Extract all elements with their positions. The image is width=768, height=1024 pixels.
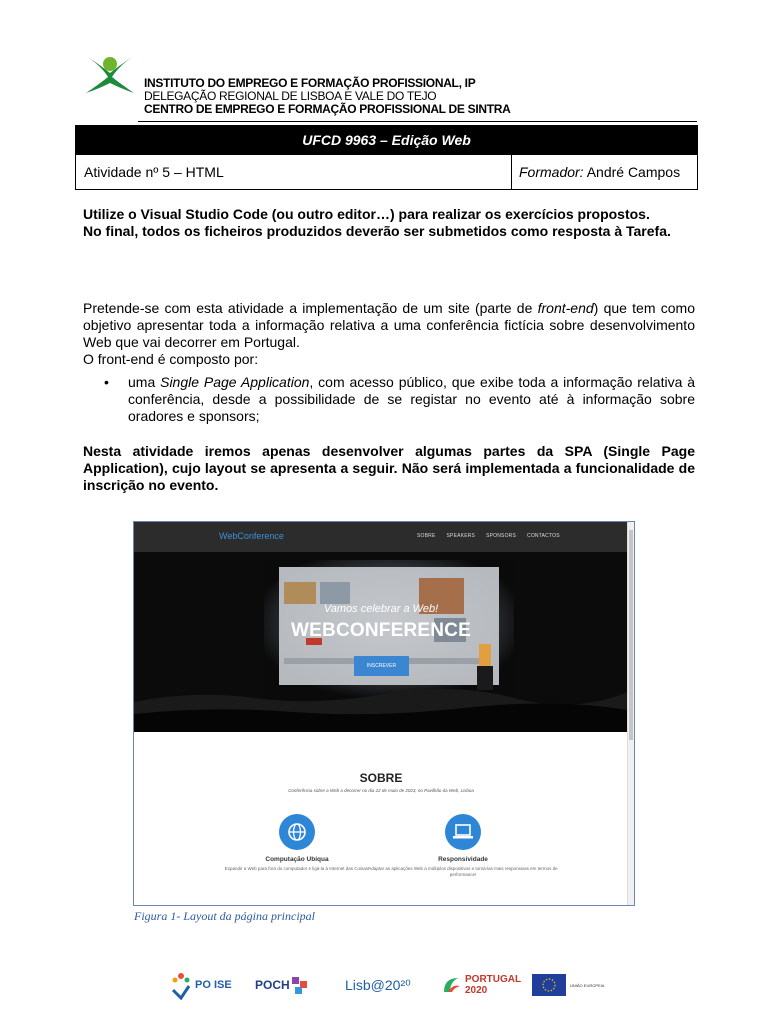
- feature-text: Adaptar as aplicações Web a múltiplos dispositivos e torná-las mais responsivas em termos de performance!: [368, 866, 558, 877]
- org-line-2: DELEGAÇÃO REGIONAL DE LISBOA E VALE DO TEJO: [144, 89, 437, 103]
- trainer-cell: [512, 155, 697, 189]
- course-title: UFCD 9963 – Edição Web: [76, 126, 697, 154]
- poise-label: PO ISE: [195, 979, 232, 991]
- activity-note: Nesta atividade iremos apenas desenvolver algumas partes da SPA (Single Page Application), cujo layout se apresenta a seguir. Não será implementada a funcionalidade de inscrição no evento.: [83, 443, 695, 493]
- nav-link: SOBRE: [417, 533, 436, 539]
- lisboa2020-label: Lisb@20²⁰: [345, 976, 411, 993]
- site-navbar: [134, 522, 628, 552]
- org-line-3: CENTRO DE EMPREGO E FORMAÇÃO PROFISSIONAL DE SINTRA: [144, 102, 511, 116]
- poise-logo: [170, 965, 232, 1005]
- org-line-1: INSTITUTO DO EMPREGO E FORMAÇÃO PROFISSIONAL, IP: [144, 76, 476, 90]
- bullet-emphasis: Single Page Application: [160, 374, 310, 390]
- nav-link: SPONSORS: [486, 533, 517, 539]
- site-nav-links: [417, 533, 560, 539]
- bullet-text: [128, 374, 695, 425]
- activity-cell: Atividade nº 5 – HTML: [76, 155, 512, 189]
- laptop-icon: [445, 814, 481, 850]
- iefp-logo: [84, 55, 136, 97]
- intro-text: [83, 300, 695, 351]
- feature-title: Responsividade: [438, 856, 488, 863]
- nav-link: CONTACTOS: [527, 533, 560, 539]
- globe-icon: [279, 814, 315, 850]
- lisboa2020-logo: [345, 965, 411, 1005]
- intro-part-1: Pretende-se com esta atividade a implementação de um site (parte de: [83, 300, 538, 316]
- funding-logos: [160, 965, 620, 1005]
- layout-screenshot: [133, 521, 635, 906]
- feature-text: Expandir a Web para fora do computador e ligá-la à Internet das Coisas!: [224, 866, 370, 871]
- intro-part-2: ) que tem como objetivo apresentar toda a informação relativa a uma conferência fictícia sobre desenvolvimento Web que vai decorrer em Portugal.: [83, 300, 695, 350]
- portugal2020-label: PORTUGAL 2020: [465, 974, 521, 996]
- feature-ubiquitous: [202, 814, 392, 872]
- instructions: [83, 206, 695, 240]
- site-brand: WebConference: [219, 531, 284, 541]
- hero-banner: [134, 552, 628, 732]
- hero-title: WEBCONFERENCE: [291, 620, 471, 641]
- course-table: [75, 125, 698, 190]
- bullet-part-1: uma: [128, 374, 161, 390]
- eu-logo: [532, 965, 604, 1005]
- bullet-part-2: , com acesso público, que exibe toda a informação relativa à conferência, desde a possibilidade de se registar no evento até à informação sobre oradores e sponsors;: [128, 374, 696, 424]
- feature-title: Computação Ubíqua: [265, 856, 329, 863]
- figure-caption: Figura 1- Layout da página principal: [134, 909, 315, 923]
- intro-line-2: O front-end é composto por:: [83, 351, 259, 367]
- organization-header: [144, 77, 511, 116]
- header-rule: [138, 121, 697, 122]
- screenshot-scrollbar: [627, 522, 634, 905]
- portugal2020-logo: [440, 965, 535, 1005]
- trainer-label: Formador:: [519, 164, 584, 180]
- intro-emphasis: front-end: [537, 300, 594, 316]
- poch-logo: [255, 965, 310, 1005]
- intro-paragraph: [83, 300, 695, 368]
- eu-label: UNIÃO EUROPEIA: [570, 982, 605, 988]
- instruction-line-2: No final, todos os ficheiros produzidos deverão ser submetidos como resposta à Tarefa.: [83, 223, 671, 239]
- hero-tagline: Vamos celebrar a Web!: [323, 603, 439, 615]
- course-row: [76, 154, 697, 189]
- about-title: SOBRE: [359, 771, 403, 785]
- poch-label: POCH: [255, 978, 290, 992]
- register-button: INSCREVER: [354, 656, 409, 676]
- about-subtitle: Conferência sobre a Web a decorrer no dia 22 de maio de 2023, no Pavilhão da Web, Lisboa: [288, 788, 474, 793]
- trainer-name: André Campos: [586, 164, 681, 180]
- instruction-line-1: Utilize o Visual Studio Code (ou outro editor…) para realizar os exercícios propostos.: [83, 206, 650, 222]
- nav-link: SPEAKERS: [446, 533, 476, 539]
- feature-responsive: [368, 814, 558, 878]
- bullet-dot: •: [104, 374, 109, 390]
- hero-photo: [134, 552, 628, 732]
